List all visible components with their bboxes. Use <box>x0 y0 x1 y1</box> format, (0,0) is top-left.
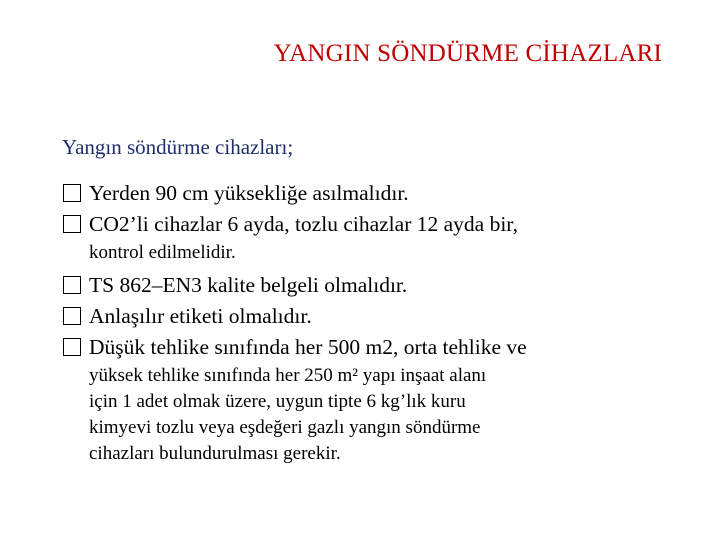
square-bullet-icon <box>63 215 81 233</box>
square-bullet-icon <box>63 307 81 325</box>
square-bullet-icon <box>63 184 81 202</box>
square-bullet-icon <box>63 338 81 356</box>
bullet-item <box>62 209 682 266</box>
slide-title: YANGIN SÖNDÜRME CİHAZLARI <box>273 40 662 67</box>
bullet-item <box>62 301 682 332</box>
bullet-item <box>62 178 682 209</box>
bullet-text: Düşük tehlike sınıfında her 500 m2, orta tehlike ve <box>89 335 527 359</box>
bullet-continuation: için 1 adet olmak üzere, uygun tipte 6 kg’lık kuru <box>89 391 466 412</box>
bullet-item <box>62 332 682 467</box>
bullet-item <box>62 270 682 301</box>
bullet-continuation: kontrol edilmelidir. <box>89 242 236 263</box>
bullet-text: CO2’li cihazlar 6 ayda, tozlu cihazlar 12 ayda bir, <box>89 212 518 236</box>
square-bullet-icon <box>63 276 81 294</box>
bullet-text: Anlaşılır etiketi olmalıdır. <box>89 304 312 328</box>
bullet-list <box>62 178 682 467</box>
slide-subtitle: Yangın söndürme cihazları; <box>62 135 294 159</box>
bullet-continuation: kimyevi tozlu veya eşdeğeri gazlı yangın söndürme <box>89 417 481 438</box>
bullet-continuation: cihazları bulundurulması gerekir. <box>89 443 341 464</box>
bullet-text: TS 862–EN3 kalite belgeli olmalıdır. <box>89 273 408 297</box>
bullet-text: Yerden 90 cm yüksekliğe asılmalıdır. <box>89 181 409 205</box>
bullet-continuation: yüksek tehlike sınıfında her 250 m² yapı inşaat alanı <box>89 365 487 386</box>
